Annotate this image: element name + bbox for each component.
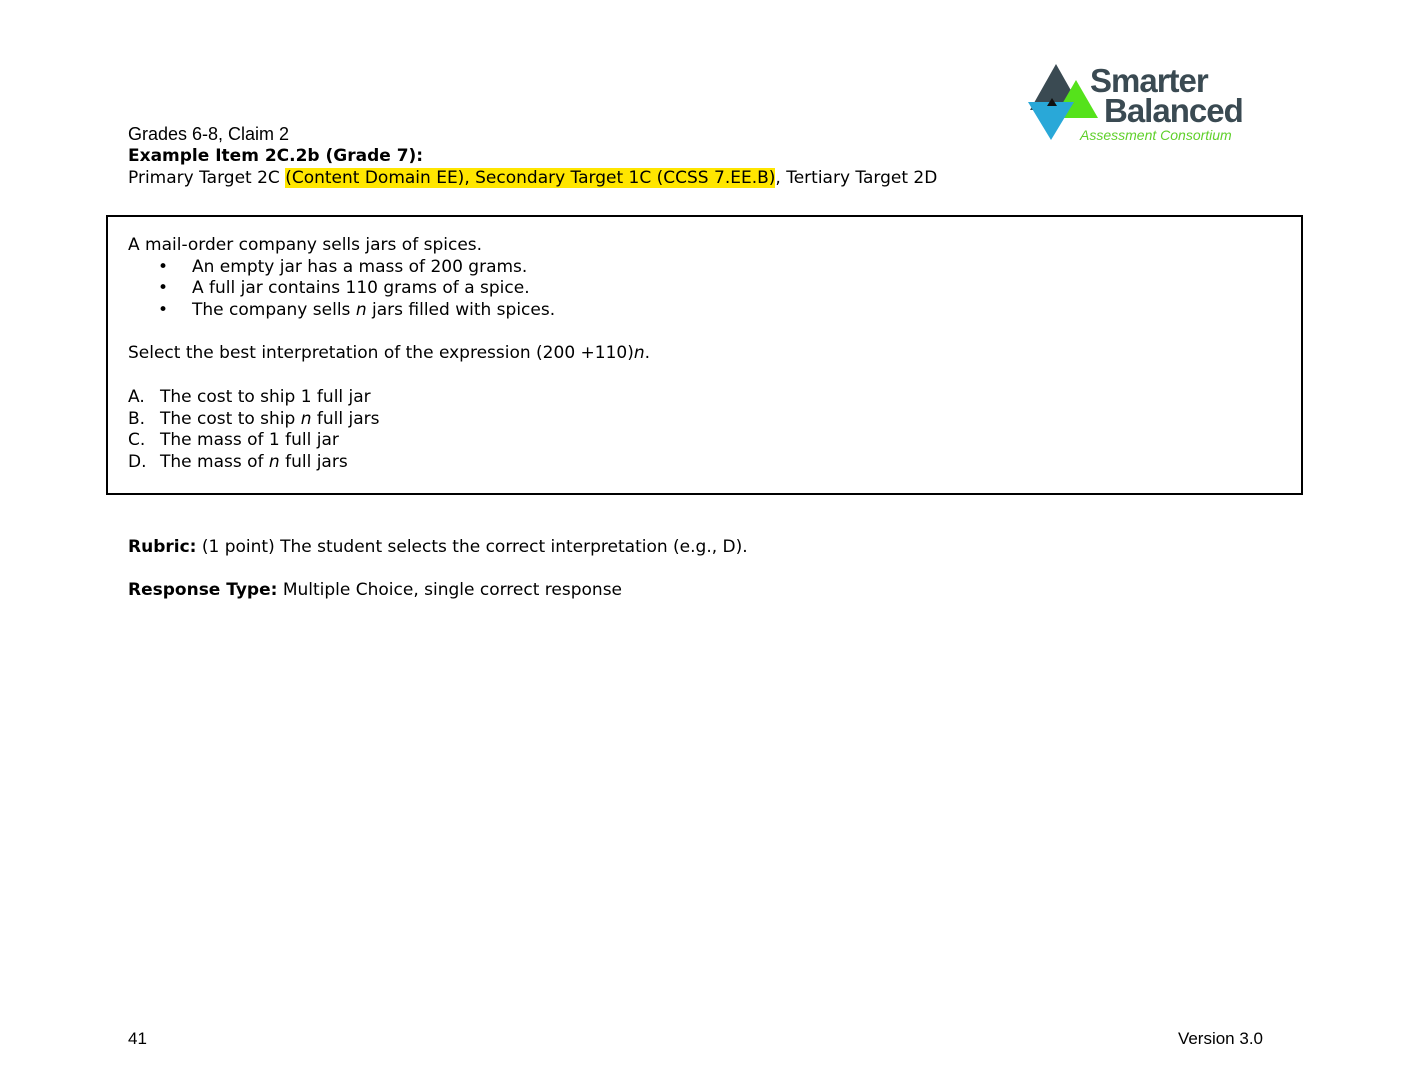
scoring-info xyxy=(128,536,1228,601)
variable-n: n xyxy=(300,408,312,429)
option-text-part: full jars xyxy=(311,408,380,429)
list-item xyxy=(128,300,1281,322)
option-letter: B. xyxy=(128,408,146,429)
item-prompt xyxy=(128,343,1281,365)
variable-n: n xyxy=(268,451,280,472)
prompt-text: . xyxy=(644,343,651,364)
option-text-part: The cost to ship xyxy=(160,408,301,429)
spacer xyxy=(128,558,1228,579)
answer-option-b xyxy=(128,409,1281,431)
option-text-part: The mass of xyxy=(160,451,269,472)
option-text xyxy=(160,452,348,472)
rubric-label: Rubric: xyxy=(128,537,197,557)
option-letter: D. xyxy=(128,451,147,472)
variable-n: n xyxy=(633,343,645,364)
option-text: The cost to ship 1 full jar xyxy=(160,386,371,407)
logo-word-smarter: Smarter xyxy=(1090,62,1208,99)
option-text: The mass of 1 full jar xyxy=(160,430,339,451)
answer-options xyxy=(128,387,1281,474)
bullet-text: An empty jar has a mass of 200 grams. xyxy=(192,256,528,277)
response-type-line xyxy=(128,579,1228,601)
grades-claim-label: Grades 6-8, Claim 2 xyxy=(128,124,290,144)
highlighted-targets: (Content Domain EE), Secondary Target 1C (CCSS 7.EE.B) xyxy=(285,168,776,188)
response-type-label: Response Type: xyxy=(128,580,278,600)
bullet-text: A full jar contains 110 grams of a spice. xyxy=(192,278,530,299)
answer-option-a xyxy=(128,387,1281,409)
stem-bullet-list xyxy=(128,257,1281,322)
option-text-part: full jars xyxy=(279,451,348,472)
option-letter: A. xyxy=(128,386,145,407)
spacer xyxy=(128,365,1281,387)
bullet-text-part: jars filled with spices. xyxy=(366,300,556,321)
spacer xyxy=(128,322,1281,344)
logo-subtitle: Assessment Consortium xyxy=(1080,127,1232,143)
item-content xyxy=(128,235,1281,474)
version-label: Version 3.0 xyxy=(1177,1029,1263,1048)
logo-word-balanced: Balanced xyxy=(1104,92,1243,129)
item-stem: A mail-order company sells jars of spices. xyxy=(128,235,483,255)
target-line xyxy=(128,167,1128,189)
prompt-text: Select the best interpretation of the expression (200 +110) xyxy=(128,343,634,364)
page-number: 41 xyxy=(128,1029,147,1048)
item-box xyxy=(106,215,1303,495)
option-letter: C. xyxy=(128,430,146,451)
list-item xyxy=(128,257,1281,279)
list-item xyxy=(128,278,1281,300)
bullet-dot: • xyxy=(158,256,169,277)
answer-option-c xyxy=(128,430,1281,452)
bullet-dot: • xyxy=(158,278,169,299)
answer-option-d xyxy=(128,452,1281,474)
example-item-title: Example Item 2C.2b (Grade 7): xyxy=(128,146,424,166)
bullet-text xyxy=(192,300,555,320)
bullet-dot: • xyxy=(158,300,169,321)
tertiary-target: , Tertiary Target 2D xyxy=(775,168,938,188)
variable-n: n xyxy=(355,300,367,321)
rubric-text: (1 point) The student selects the correct interpretation (e.g., D). xyxy=(196,537,748,557)
item-header xyxy=(128,123,1128,189)
response-type-text: Multiple Choice, single correct response xyxy=(277,580,623,600)
primary-target: Primary Target 2C xyxy=(128,168,286,188)
option-text xyxy=(160,409,380,429)
bullet-text-part: The company sells xyxy=(192,300,356,321)
rubric-line xyxy=(128,536,1228,558)
